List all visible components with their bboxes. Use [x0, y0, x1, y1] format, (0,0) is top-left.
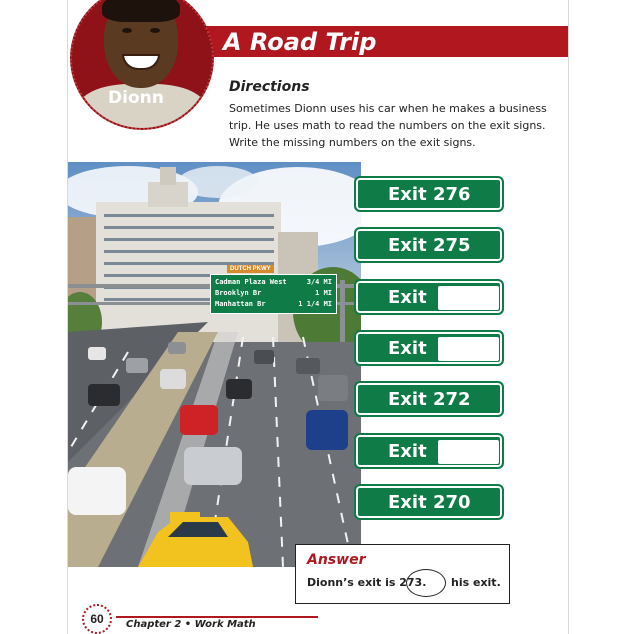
exit-sign-2	[354, 227, 504, 263]
overhead-sign-place: Cadman Plaza West	[215, 278, 287, 286]
overhead-sign-line	[215, 288, 332, 299]
answer-blank-oval[interactable]	[406, 569, 446, 597]
exit-number-blank[interactable]	[438, 286, 499, 310]
highway-scene	[68, 162, 361, 567]
overhead-sign-place: Brooklyn Br	[215, 289, 262, 297]
overhead-highway-sign	[210, 266, 337, 314]
footer-rule	[116, 616, 318, 618]
exit-sign-label: Exit	[388, 338, 427, 359]
exit-number-blank[interactable]	[438, 440, 499, 464]
exit-sign-label: Exit 276	[388, 184, 471, 205]
page-title: A Road Trip	[223, 28, 377, 56]
overhead-sign-distance: 3/4 MI	[306, 278, 332, 286]
exit-number-blank[interactable]	[438, 337, 499, 361]
directions-text: Sometimes Dionn uses his car when he makes a business trip. He uses math to read the numbers on the exit signs. Write the missing numbers on the exit signs.	[229, 102, 547, 149]
answer-text-before: Dionn’s exit is 273.	[307, 576, 427, 589]
exit-sign-label: Exit 275	[388, 235, 471, 256]
exit-sign-label: Exit	[388, 441, 427, 462]
exit-sign-3	[354, 279, 504, 315]
exit-sign-label: Exit 270	[388, 492, 471, 513]
overhead-sign-place: Manhattan Br	[215, 300, 266, 308]
exit-sign-1	[354, 176, 504, 212]
exit-sign-label: Exit 272	[388, 389, 471, 410]
answer-text-after: his exit.	[451, 576, 501, 589]
exit-sign-7	[354, 484, 504, 520]
chapter-label: Chapter 2 • Work Math	[126, 619, 256, 630]
overhead-sign-top-label: DUTCH PKWY	[227, 265, 274, 273]
overhead-sign-distance: 1 1/4 MI	[298, 300, 332, 308]
workbook-page	[67, 0, 569, 634]
overhead-sign-line	[215, 299, 332, 310]
page-number: 60	[82, 604, 112, 634]
portrait-eye-left	[122, 28, 132, 33]
person-portrait	[70, 0, 214, 130]
overhead-sign-distance: 1 MI	[315, 289, 332, 297]
overhead-sign-line	[215, 277, 332, 288]
portrait-hair	[102, 0, 180, 22]
directions-heading: Directions	[229, 79, 310, 95]
exit-sign-4	[354, 330, 504, 366]
highway-photo	[68, 162, 361, 567]
exit-sign-6	[354, 433, 504, 469]
answer-box	[295, 544, 510, 604]
person-name: Dionn	[108, 88, 164, 108]
exit-sign-label: Exit	[388, 287, 427, 308]
answer-heading: Answer	[307, 552, 366, 568]
exit-sign-5	[354, 381, 504, 417]
portrait-eye-right	[150, 28, 160, 33]
